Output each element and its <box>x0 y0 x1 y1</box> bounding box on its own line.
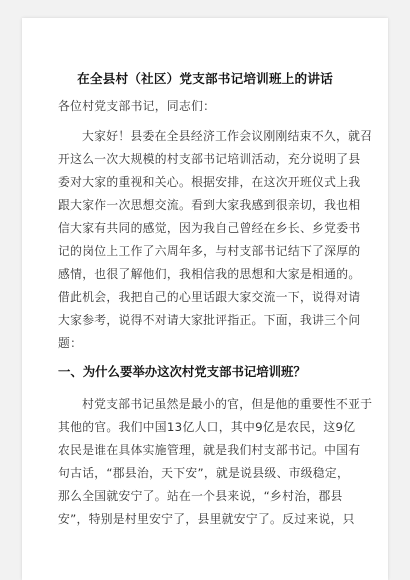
document-title: 在全县村（社区）党支部书记培训班上的讲话 <box>77 71 333 86</box>
paragraph-line: 大家参考，说得不对请大家批评指正。下面，我讲三个问 <box>58 313 361 327</box>
paragraph-line: 跟大家作一次思想交流。看到大家我感到很亲切，我也相 <box>58 198 361 212</box>
salutation: 各位村党支部书记，同志们： <box>58 99 216 113</box>
section-heading: 一、为什么要举办这次村党支部书记培训班？ <box>58 364 306 379</box>
paragraph-line: 村党支部书记虽然是最小的官，但是他的重要性不亚于 <box>82 397 373 411</box>
paragraph-line: 那么全国就安宁了。站在一个县来说，“乡村治，郡县 <box>58 489 343 503</box>
paragraph-line: 记的岗位上工作了六周年多，与村支部书记结下了深厚的 <box>58 244 361 258</box>
paragraph-line: 委对大家的重视和关心。根据安排，在这次开班仪式上我 <box>58 175 361 189</box>
paragraph-line: 句古话，“郡县治，天下安”，就是说县级、市级稳定， <box>58 466 350 480</box>
paragraph-line: 农民是谁在具体实施管理，就是我们村支部书记。中国有 <box>58 443 361 457</box>
paragraph-line: 信大家有共同的感觉，因为我自己曾经在乡长、乡党委书 <box>58 221 361 235</box>
paragraph-line: 题： <box>58 336 83 350</box>
paragraph-line: 感情，也很了解他们，我相信我的思想和大家是相通的。 <box>58 267 361 281</box>
paragraph-line: 借此机会，我把自己的心里话跟大家交流一下，说得对请 <box>58 290 361 304</box>
paragraph-line: 开这么一次大规模的村支部书记培训活动，充分说明了县 <box>58 152 361 166</box>
paragraph-line: 安”，特别是村里安宁了，县里就安宁了。反过来说，只 <box>58 512 355 526</box>
paragraph-line: 其他的官。我们中国13亿人口，其中9亿是农民，这9亿 <box>58 420 356 434</box>
paragraph-line: 大家好！县委在全县经济工作会议刚刚结束不久，就召 <box>82 129 373 143</box>
